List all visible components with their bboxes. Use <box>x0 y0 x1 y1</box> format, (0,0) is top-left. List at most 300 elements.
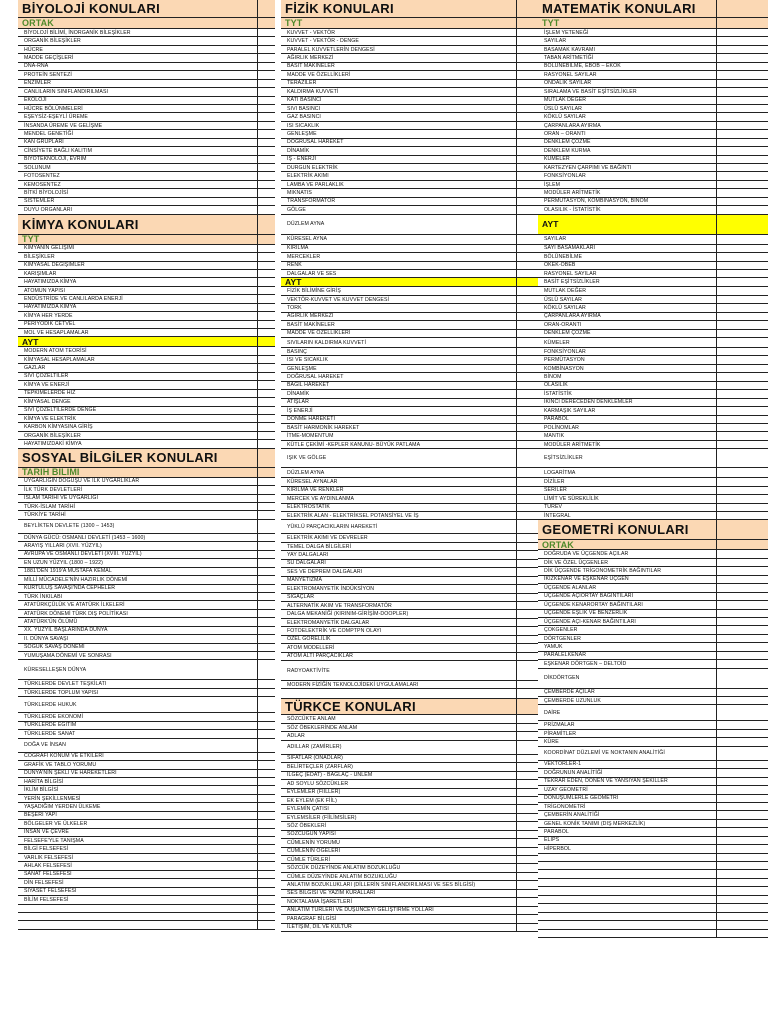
topic-checkbox-cell[interactable] <box>257 542 275 550</box>
topic-checkbox-cell[interactable] <box>516 644 538 652</box>
topic-checkbox-cell[interactable] <box>516 330 538 338</box>
topic-checkbox-cell[interactable] <box>257 329 275 337</box>
topic-checkbox-cell[interactable] <box>516 71 538 79</box>
topic-checkbox-cell[interactable] <box>516 130 538 138</box>
topic-checkbox-cell[interactable] <box>716 139 768 147</box>
topic-checkbox-cell[interactable] <box>257 356 275 364</box>
topic-checkbox-cell[interactable] <box>516 627 538 635</box>
topic-checkbox-cell[interactable] <box>716 887 768 895</box>
topic-checkbox-cell[interactable] <box>257 156 275 164</box>
topic-checkbox-cell[interactable] <box>716 181 768 189</box>
topic-checkbox-cell[interactable] <box>716 730 768 738</box>
topic-checkbox-cell[interactable] <box>716 837 768 845</box>
topic-checkbox-cell[interactable] <box>716 449 768 468</box>
topic-checkbox-cell[interactable] <box>257 122 275 130</box>
topic-checkbox-cell[interactable] <box>716 487 768 495</box>
topic-checkbox-cell[interactable] <box>516 681 538 689</box>
topic-checkbox-cell[interactable] <box>716 399 768 407</box>
topic-checkbox-cell[interactable] <box>257 105 275 113</box>
topic-checkbox-cell[interactable] <box>716 778 768 786</box>
topic-checkbox-cell[interactable] <box>716 495 768 503</box>
topic-checkbox-cell[interactable] <box>716 870 768 878</box>
topic-checkbox-cell[interactable] <box>516 321 538 329</box>
topic-checkbox-cell[interactable] <box>257 739 275 753</box>
topic-checkbox-cell[interactable] <box>716 550 768 558</box>
topic-checkbox-cell[interactable] <box>257 879 275 887</box>
topic-checkbox-cell[interactable] <box>257 97 275 105</box>
topic-checkbox-cell[interactable] <box>716 697 768 705</box>
topic-checkbox-cell[interactable] <box>516 122 538 130</box>
topic-checkbox-cell[interactable] <box>516 780 538 788</box>
topic-checkbox-cell[interactable] <box>516 245 538 253</box>
topic-checkbox-cell[interactable] <box>516 348 538 356</box>
topic-checkbox-cell[interactable] <box>516 139 538 147</box>
topic-checkbox-cell[interactable] <box>716 643 768 651</box>
topic-checkbox-cell[interactable] <box>516 313 538 321</box>
topic-checkbox-cell[interactable] <box>516 164 538 172</box>
topic-checkbox-cell[interactable] <box>516 296 538 304</box>
topic-checkbox-cell[interactable] <box>716 618 768 626</box>
topic-checkbox-cell[interactable] <box>257 905 275 913</box>
topic-checkbox-cell[interactable] <box>516 520 538 534</box>
topic-checkbox-cell[interactable] <box>257 913 275 921</box>
topic-checkbox-cell[interactable] <box>516 304 538 312</box>
topic-checkbox-cell[interactable] <box>257 139 275 147</box>
topic-checkbox-cell[interactable] <box>716 520 768 540</box>
topic-checkbox-cell[interactable] <box>516 270 538 278</box>
topic-checkbox-cell[interactable] <box>716 468 768 478</box>
topic-checkbox-cell[interactable] <box>716 296 768 304</box>
topic-checkbox-cell[interactable] <box>257 829 275 837</box>
topic-checkbox-cell[interactable] <box>257 862 275 870</box>
topic-checkbox-cell[interactable] <box>257 713 275 721</box>
topic-checkbox-cell[interactable] <box>716 705 768 721</box>
topic-checkbox-cell[interactable] <box>516 797 538 805</box>
topic-checkbox-cell[interactable] <box>257 770 275 778</box>
topic-checkbox-cell[interactable] <box>716 278 768 287</box>
topic-checkbox-cell[interactable] <box>716 245 768 253</box>
topic-checkbox-cell[interactable] <box>716 803 768 811</box>
topic-checkbox-cell[interactable] <box>716 407 768 415</box>
topic-checkbox-cell[interactable] <box>516 373 538 381</box>
topic-checkbox-cell[interactable] <box>716 769 768 777</box>
topic-checkbox-cell[interactable] <box>716 786 768 794</box>
topic-checkbox-cell[interactable] <box>257 253 275 261</box>
topic-checkbox-cell[interactable] <box>257 440 275 448</box>
topic-checkbox-cell[interactable] <box>716 338 768 348</box>
topic-checkbox-cell[interactable] <box>257 198 275 206</box>
topic-checkbox-cell[interactable] <box>716 321 768 329</box>
topic-checkbox-cell[interactable] <box>716 71 768 79</box>
topic-checkbox-cell[interactable] <box>716 130 768 138</box>
topic-checkbox-cell[interactable] <box>516 0 538 18</box>
topic-checkbox-cell[interactable] <box>716 172 768 180</box>
topic-checkbox-cell[interactable] <box>257 0 275 18</box>
topic-checkbox-cell[interactable] <box>716 584 768 592</box>
topic-checkbox-cell[interactable] <box>516 585 538 593</box>
topic-checkbox-cell[interactable] <box>516 468 538 478</box>
topic-checkbox-cell[interactable] <box>516 864 538 872</box>
topic-checkbox-cell[interactable] <box>716 576 768 584</box>
topic-checkbox-cell[interactable] <box>257 181 275 189</box>
topic-checkbox-cell[interactable] <box>516 822 538 830</box>
topic-checkbox-cell[interactable] <box>257 635 275 643</box>
topic-checkbox-cell[interactable] <box>257 381 275 389</box>
topic-checkbox-cell[interactable] <box>516 97 538 105</box>
topic-checkbox-cell[interactable] <box>516 278 538 287</box>
topic-checkbox-cell[interactable] <box>716 390 768 398</box>
topic-checkbox-cell[interactable] <box>516 356 538 364</box>
topic-checkbox-cell[interactable] <box>516 924 538 932</box>
topic-checkbox-cell[interactable] <box>516 478 538 486</box>
topic-checkbox-cell[interactable] <box>716 635 768 643</box>
topic-checkbox-cell[interactable] <box>257 511 275 519</box>
topic-checkbox-cell[interactable] <box>516 551 538 559</box>
topic-checkbox-cell[interactable] <box>516 198 538 206</box>
topic-checkbox-cell[interactable] <box>257 601 275 609</box>
topic-checkbox-cell[interactable] <box>516 63 538 71</box>
topic-checkbox-cell[interactable] <box>516 29 538 37</box>
topic-checkbox-cell[interactable] <box>716 721 768 729</box>
topic-checkbox-cell[interactable] <box>716 828 768 836</box>
topic-checkbox-cell[interactable] <box>516 504 538 512</box>
topic-checkbox-cell[interactable] <box>516 156 538 164</box>
topic-checkbox-cell[interactable] <box>516 715 538 723</box>
topic-checkbox-cell[interactable] <box>257 778 275 786</box>
topic-checkbox-cell[interactable] <box>716 46 768 54</box>
topic-checkbox-cell[interactable] <box>257 551 275 559</box>
topic-checkbox-cell[interactable] <box>716 113 768 121</box>
topic-checkbox-cell[interactable] <box>516 763 538 771</box>
topic-checkbox-cell[interactable] <box>716 356 768 364</box>
topic-checkbox-cell[interactable] <box>516 181 538 189</box>
topic-checkbox-cell[interactable] <box>716 862 768 870</box>
topic-checkbox-cell[interactable] <box>257 610 275 618</box>
topic-checkbox-cell[interactable] <box>516 856 538 864</box>
topic-checkbox-cell[interactable] <box>716 540 768 550</box>
topic-checkbox-cell[interactable] <box>257 270 275 278</box>
topic-checkbox-cell[interactable] <box>716 512 768 520</box>
topic-checkbox-cell[interactable] <box>516 653 538 661</box>
topic-checkbox-cell[interactable] <box>257 486 275 494</box>
topic-checkbox-cell[interactable] <box>716 97 768 105</box>
topic-checkbox-cell[interactable] <box>716 921 768 929</box>
topic-checkbox-cell[interactable] <box>516 755 538 763</box>
topic-checkbox-cell[interactable] <box>716 747 768 761</box>
topic-checkbox-cell[interactable] <box>716 215 768 235</box>
topic-checkbox-cell[interactable] <box>516 37 538 45</box>
topic-checkbox-cell[interactable] <box>716 287 768 295</box>
topic-checkbox-cell[interactable] <box>516 907 538 915</box>
topic-checkbox-cell[interactable] <box>516 172 538 180</box>
topic-checkbox-cell[interactable] <box>716 416 768 424</box>
topic-checkbox-cell[interactable] <box>516 619 538 627</box>
topic-checkbox-cell[interactable] <box>257 559 275 567</box>
topic-checkbox-cell[interactable] <box>257 130 275 138</box>
topic-checkbox-cell[interactable] <box>257 37 275 45</box>
topic-checkbox-cell[interactable] <box>516 487 538 495</box>
topic-checkbox-cell[interactable] <box>516 814 538 822</box>
topic-checkbox-cell[interactable] <box>516 416 538 424</box>
topic-checkbox-cell[interactable] <box>257 478 275 486</box>
topic-checkbox-cell[interactable] <box>716 54 768 62</box>
topic-checkbox-cell[interactable] <box>516 732 538 740</box>
topic-checkbox-cell[interactable] <box>516 262 538 270</box>
topic-checkbox-cell[interactable] <box>516 915 538 923</box>
topic-checkbox-cell[interactable] <box>516 568 538 576</box>
topic-checkbox-cell[interactable] <box>516 560 538 568</box>
topic-checkbox-cell[interactable] <box>516 661 538 681</box>
topic-checkbox-cell[interactable] <box>257 722 275 730</box>
topic-checkbox-cell[interactable] <box>516 873 538 881</box>
topic-checkbox-cell[interactable] <box>716 88 768 96</box>
topic-checkbox-cell[interactable] <box>257 837 275 845</box>
topic-checkbox-cell[interactable] <box>516 636 538 644</box>
topic-checkbox-cell[interactable] <box>716 896 768 904</box>
topic-checkbox-cell[interactable] <box>257 449 275 468</box>
topic-checkbox-cell[interactable] <box>257 54 275 62</box>
topic-checkbox-cell[interactable] <box>516 189 538 197</box>
topic-checkbox-cell[interactable] <box>716 63 768 71</box>
topic-checkbox-cell[interactable] <box>716 29 768 37</box>
topic-checkbox-cell[interactable] <box>257 871 275 879</box>
topic-checkbox-cell[interactable] <box>516 805 538 813</box>
topic-checkbox-cell[interactable] <box>257 652 275 660</box>
topic-checkbox-cell[interactable] <box>257 896 275 904</box>
topic-checkbox-cell[interactable] <box>716 235 768 245</box>
topic-checkbox-cell[interactable] <box>716 37 768 45</box>
topic-checkbox-cell[interactable] <box>257 80 275 88</box>
topic-checkbox-cell[interactable] <box>257 71 275 79</box>
topic-checkbox-cell[interactable] <box>257 520 275 534</box>
topic-checkbox-cell[interactable] <box>516 287 538 295</box>
topic-checkbox-cell[interactable] <box>516 105 538 113</box>
topic-checkbox-cell[interactable] <box>516 831 538 839</box>
topic-checkbox-cell[interactable] <box>516 46 538 54</box>
topic-checkbox-cell[interactable] <box>257 689 275 697</box>
topic-checkbox-cell[interactable] <box>257 534 275 542</box>
topic-checkbox-cell[interactable] <box>716 913 768 921</box>
topic-checkbox-cell[interactable] <box>516 602 538 610</box>
topic-checkbox-cell[interactable] <box>257 820 275 828</box>
topic-checkbox-cell[interactable] <box>257 795 275 803</box>
topic-checkbox-cell[interactable] <box>516 890 538 898</box>
topic-checkbox-cell[interactable] <box>516 848 538 856</box>
topic-checkbox-cell[interactable] <box>716 262 768 270</box>
topic-checkbox-cell[interactable] <box>716 105 768 113</box>
topic-checkbox-cell[interactable] <box>257 312 275 320</box>
topic-checkbox-cell[interactable] <box>516 699 538 715</box>
topic-checkbox-cell[interactable] <box>516 441 538 449</box>
topic-checkbox-cell[interactable] <box>516 365 538 373</box>
topic-checkbox-cell[interactable] <box>516 741 538 755</box>
topic-checkbox-cell[interactable] <box>257 46 275 54</box>
topic-checkbox-cell[interactable] <box>516 147 538 155</box>
topic-checkbox-cell[interactable] <box>716 304 768 312</box>
topic-checkbox-cell[interactable] <box>257 337 275 347</box>
topic-checkbox-cell[interactable] <box>516 543 538 551</box>
topic-checkbox-cell[interactable] <box>257 390 275 398</box>
topic-checkbox-cell[interactable] <box>257 803 275 811</box>
topic-checkbox-cell[interactable] <box>516 772 538 780</box>
topic-checkbox-cell[interactable] <box>716 593 768 601</box>
topic-checkbox-cell[interactable] <box>516 789 538 797</box>
topic-checkbox-cell[interactable] <box>716 441 768 449</box>
topic-checkbox-cell[interactable] <box>716 626 768 634</box>
topic-checkbox-cell[interactable] <box>257 278 275 286</box>
topic-checkbox-cell[interactable] <box>516 594 538 602</box>
topic-checkbox-cell[interactable] <box>516 382 538 390</box>
topic-checkbox-cell[interactable] <box>257 761 275 769</box>
topic-checkbox-cell[interactable] <box>257 576 275 584</box>
topic-checkbox-cell[interactable] <box>257 495 275 503</box>
topic-checkbox-cell[interactable] <box>257 364 275 372</box>
topic-checkbox-cell[interactable] <box>516 432 538 440</box>
topic-checkbox-cell[interactable] <box>257 172 275 180</box>
topic-checkbox-cell[interactable] <box>257 753 275 761</box>
topic-checkbox-cell[interactable] <box>716 854 768 862</box>
topic-checkbox-cell[interactable] <box>257 88 275 96</box>
topic-checkbox-cell[interactable] <box>516 898 538 906</box>
topic-checkbox-cell[interactable] <box>716 164 768 172</box>
topic-checkbox-cell[interactable] <box>257 468 275 478</box>
topic-checkbox-cell[interactable] <box>257 347 275 355</box>
topic-checkbox-cell[interactable] <box>257 113 275 121</box>
topic-checkbox-cell[interactable] <box>716 845 768 853</box>
topic-checkbox-cell[interactable] <box>257 618 275 626</box>
topic-checkbox-cell[interactable] <box>257 164 275 172</box>
topic-checkbox-cell[interactable] <box>257 432 275 440</box>
topic-checkbox-cell[interactable] <box>716 930 768 938</box>
topic-checkbox-cell[interactable] <box>716 795 768 803</box>
topic-checkbox-cell[interactable] <box>716 660 768 668</box>
topic-checkbox-cell[interactable] <box>257 18 275 29</box>
topic-checkbox-cell[interactable] <box>516 206 538 214</box>
topic-checkbox-cell[interactable] <box>716 156 768 164</box>
topic-checkbox-cell[interactable] <box>716 904 768 912</box>
topic-checkbox-cell[interactable] <box>257 304 275 312</box>
topic-checkbox-cell[interactable] <box>257 680 275 688</box>
topic-checkbox-cell[interactable] <box>257 189 275 197</box>
topic-checkbox-cell[interactable] <box>257 921 275 929</box>
topic-checkbox-cell[interactable] <box>257 845 275 853</box>
topic-checkbox-cell[interactable] <box>716 879 768 887</box>
topic-checkbox-cell[interactable] <box>716 313 768 321</box>
topic-checkbox-cell[interactable] <box>716 147 768 155</box>
topic-checkbox-cell[interactable] <box>716 504 768 512</box>
topic-checkbox-cell[interactable] <box>257 373 275 381</box>
topic-checkbox-cell[interactable] <box>716 652 768 660</box>
topic-checkbox-cell[interactable] <box>516 495 538 503</box>
topic-checkbox-cell[interactable] <box>257 29 275 37</box>
topic-checkbox-cell[interactable] <box>516 88 538 96</box>
topic-checkbox-cell[interactable] <box>516 610 538 618</box>
topic-checkbox-cell[interactable] <box>257 854 275 862</box>
topic-checkbox-cell[interactable] <box>516 215 538 235</box>
topic-checkbox-cell[interactable] <box>257 295 275 303</box>
topic-checkbox-cell[interactable] <box>716 198 768 206</box>
topic-checkbox-cell[interactable] <box>716 424 768 432</box>
topic-checkbox-cell[interactable] <box>257 262 275 270</box>
topic-checkbox-cell[interactable] <box>716 761 768 769</box>
topic-checkbox-cell[interactable] <box>516 424 538 432</box>
topic-checkbox-cell[interactable] <box>516 534 538 542</box>
topic-checkbox-cell[interactable] <box>716 567 768 575</box>
topic-checkbox-cell[interactable] <box>257 568 275 576</box>
topic-checkbox-cell[interactable] <box>716 270 768 278</box>
topic-checkbox-cell[interactable] <box>716 365 768 373</box>
topic-checkbox-cell[interactable] <box>516 253 538 261</box>
topic-checkbox-cell[interactable] <box>257 644 275 652</box>
topic-checkbox-cell[interactable] <box>716 820 768 828</box>
topic-checkbox-cell[interactable] <box>716 689 768 697</box>
topic-checkbox-cell[interactable] <box>257 627 275 635</box>
topic-checkbox-cell[interactable] <box>257 321 275 329</box>
topic-checkbox-cell[interactable] <box>716 0 768 18</box>
topic-checkbox-cell[interactable] <box>516 54 538 62</box>
topic-checkbox-cell[interactable] <box>257 63 275 71</box>
topic-checkbox-cell[interactable] <box>516 80 538 88</box>
topic-checkbox-cell[interactable] <box>516 512 538 520</box>
topic-checkbox-cell[interactable] <box>716 478 768 486</box>
topic-checkbox-cell[interactable] <box>257 593 275 601</box>
topic-checkbox-cell[interactable] <box>716 559 768 567</box>
topic-checkbox-cell[interactable] <box>257 585 275 593</box>
topic-checkbox-cell[interactable] <box>257 287 275 295</box>
topic-checkbox-cell[interactable] <box>716 189 768 197</box>
topic-checkbox-cell[interactable] <box>516 399 538 407</box>
topic-checkbox-cell[interactable] <box>257 503 275 511</box>
topic-checkbox-cell[interactable] <box>516 113 538 121</box>
topic-checkbox-cell[interactable] <box>716 669 768 689</box>
topic-checkbox-cell[interactable] <box>716 811 768 819</box>
topic-checkbox-cell[interactable] <box>257 697 275 713</box>
topic-checkbox-cell[interactable] <box>257 215 275 235</box>
topic-checkbox-cell[interactable] <box>257 812 275 820</box>
topic-checkbox-cell[interactable] <box>257 423 275 431</box>
topic-checkbox-cell[interactable] <box>716 738 768 746</box>
topic-checkbox-cell[interactable] <box>516 338 538 348</box>
topic-checkbox-cell[interactable] <box>257 398 275 406</box>
topic-checkbox-cell[interactable] <box>257 206 275 214</box>
topic-checkbox-cell[interactable] <box>257 245 275 253</box>
topic-checkbox-cell[interactable] <box>716 80 768 88</box>
topic-checkbox-cell[interactable] <box>257 888 275 896</box>
topic-checkbox-cell[interactable] <box>257 786 275 794</box>
topic-checkbox-cell[interactable] <box>257 235 275 245</box>
topic-checkbox-cell[interactable] <box>257 730 275 738</box>
topic-checkbox-cell[interactable] <box>716 206 768 214</box>
topic-checkbox-cell[interactable] <box>516 881 538 889</box>
topic-checkbox-cell[interactable] <box>716 601 768 609</box>
topic-checkbox-cell[interactable] <box>716 122 768 130</box>
topic-checkbox-cell[interactable] <box>516 407 538 415</box>
topic-checkbox-cell[interactable] <box>257 660 275 680</box>
topic-checkbox-cell[interactable] <box>716 610 768 618</box>
topic-checkbox-cell[interactable] <box>516 390 538 398</box>
topic-checkbox-cell[interactable] <box>257 415 275 423</box>
topic-checkbox-cell[interactable] <box>516 18 538 29</box>
topic-checkbox-cell[interactable] <box>516 577 538 585</box>
topic-checkbox-cell[interactable] <box>516 839 538 847</box>
topic-checkbox-cell[interactable] <box>516 235 538 245</box>
topic-checkbox-cell[interactable] <box>716 253 768 261</box>
topic-checkbox-cell[interactable] <box>257 407 275 415</box>
topic-checkbox-cell[interactable] <box>516 724 538 732</box>
topic-checkbox-cell[interactable] <box>257 147 275 155</box>
topic-checkbox-cell[interactable] <box>516 449 538 468</box>
topic-checkbox-cell[interactable] <box>716 382 768 390</box>
